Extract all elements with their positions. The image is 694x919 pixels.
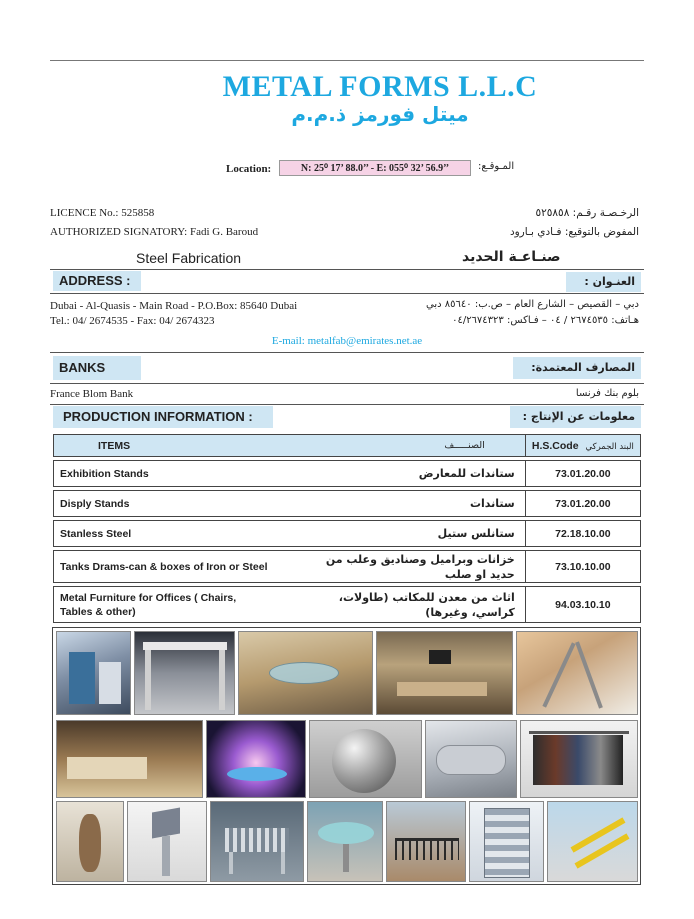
address-line-1: Dubai - Al-Quasis - Main Road - P.O.Box: 85640 Dubai — [50, 300, 298, 312]
email-link[interactable]: E-mail: metalfab@emirates.net.ae — [271, 335, 423, 347]
table-row — [54, 521, 641, 547]
licence-number: LICENCE No.: 525858 — [50, 207, 155, 219]
company-title-arabic: ميتل فورمز ذ.م.م — [291, 102, 469, 126]
top-rule — [50, 60, 644, 61]
activity-title: Steel Fabrication — [136, 250, 242, 266]
item-name: Metal Furniture for Offices ( Chairs, Tables & other) — [54, 587, 289, 623]
photo-metal-structure — [516, 631, 638, 715]
product-photo-gallery — [52, 627, 641, 885]
address-line-2: Tel.: 04/ 2674535 - Fax: 04/ 2674323 — [50, 315, 215, 327]
photo-steel-sphere — [309, 720, 422, 798]
item-name: Disply Stands — [54, 491, 289, 517]
item-name: Stanless Steel — [54, 521, 289, 547]
licence-number-arabic: الرخـصـة رقـم: ٥٢٥٨٥٨ — [535, 207, 639, 219]
item-name-arabic: ستاندات — [289, 491, 525, 517]
photo-metal-cabinet — [469, 801, 544, 882]
photo-exhibition-stand — [56, 631, 131, 715]
hs-code-header — [525, 435, 640, 457]
item-name-arabic: اثاث من معدن للمكاتب (طاولات، كراسي، وغيرها) — [289, 587, 525, 623]
location-label-arabic: المـوقـع: — [478, 161, 515, 172]
divider — [50, 293, 644, 294]
activity-title-arabic: صنـاعـة الحديد — [462, 249, 561, 265]
photo-yellow-staircase — [547, 801, 638, 882]
address-heading-arabic: العنـوان : — [566, 272, 641, 292]
item-name: Exhibition Stands — [54, 461, 289, 487]
photo-stand-frame — [134, 631, 235, 715]
address-line-2-arabic: هـاتف: ٢٦٧٤٥٣٥ / ٠٤ – فـاكس: ٠٤/٢٦٧٤٣٢٣ — [452, 315, 639, 326]
item-hs-code: 72.18.10.00 — [525, 521, 640, 547]
divider — [50, 404, 644, 405]
photo-glass-table-round — [307, 801, 383, 882]
table-row — [54, 461, 641, 487]
item-hs-code: 73.01.20.00 — [525, 461, 640, 487]
item-name: Tanks Drams-can & boxes of Iron or Steel — [54, 551, 289, 583]
divider — [50, 269, 644, 270]
hs-code-header-label: H.S.Code — [531, 439, 579, 452]
photo-reception-counter — [56, 720, 203, 798]
table-header-row — [54, 435, 641, 457]
item-hs-code: 73.10.10.00 — [525, 551, 640, 583]
banks-heading: BANKS — [53, 356, 141, 380]
divider — [50, 383, 644, 384]
address-heading: ADDRESS : — [53, 271, 141, 291]
authorized-signatory: AUTHORIZED SIGNATORY: Fadi G. Baroud — [50, 226, 259, 238]
photo-glass-table — [238, 631, 373, 715]
production-heading: PRODUCTION INFORMATION : — [53, 406, 273, 428]
hs-code-header-arabic: البند الجمركي — [585, 441, 634, 452]
table-row — [54, 587, 641, 623]
location-coordinates: N: 25⁰ 17’ 88.0’’ - E: 055⁰ 32’ 56.9’’ — [279, 160, 471, 176]
items-header: ITEMS — [54, 435, 289, 457]
items-header-arabic: الصنـــــف — [289, 435, 525, 457]
company-title: METAL FORMS L.L.C — [222, 70, 538, 103]
table-row — [54, 491, 641, 517]
item-name-arabic: ستاندات للمعارض — [289, 461, 525, 487]
photo-kiosk-stand — [127, 801, 207, 882]
photo-lounge-interior — [376, 631, 513, 715]
production-table — [53, 434, 641, 623]
item-name-arabic: خزانات وبراميل وصناديق وعلب من حديد او صلب — [289, 551, 525, 583]
address-line-1-arabic: دبي – القصيص – الشارع العام – ص.ب: ٨٥٦٤٠ دبي — [426, 299, 639, 310]
bank-name-arabic: بلوم بنك فرنسا — [575, 388, 639, 399]
photo-clothing-rack — [520, 720, 638, 798]
photo-metal-sculpture — [56, 801, 124, 882]
item-hs-code: 73.01.20.00 — [525, 491, 640, 517]
photo-steel-rolls — [425, 720, 517, 798]
bank-name: France Blom Bank — [50, 388, 134, 400]
photo-metal-bench — [210, 801, 304, 882]
authorized-signatory-arabic: المفوض بالتوقيع: فـادي بـارود — [509, 226, 639, 238]
item-hs-code: 94.03.10.10 — [525, 587, 640, 623]
photo-balcony-railing — [386, 801, 466, 882]
location-label: Location: — [226, 163, 272, 175]
table-row — [54, 551, 641, 583]
item-name-arabic: ستانلس ستيل — [289, 521, 525, 547]
photo-lit-platform — [206, 720, 306, 798]
divider — [50, 352, 644, 353]
banks-heading-arabic: المصارف المعتمدة: — [513, 357, 641, 379]
production-heading-arabic: معلومات عن الإنتاج : — [510, 406, 641, 428]
